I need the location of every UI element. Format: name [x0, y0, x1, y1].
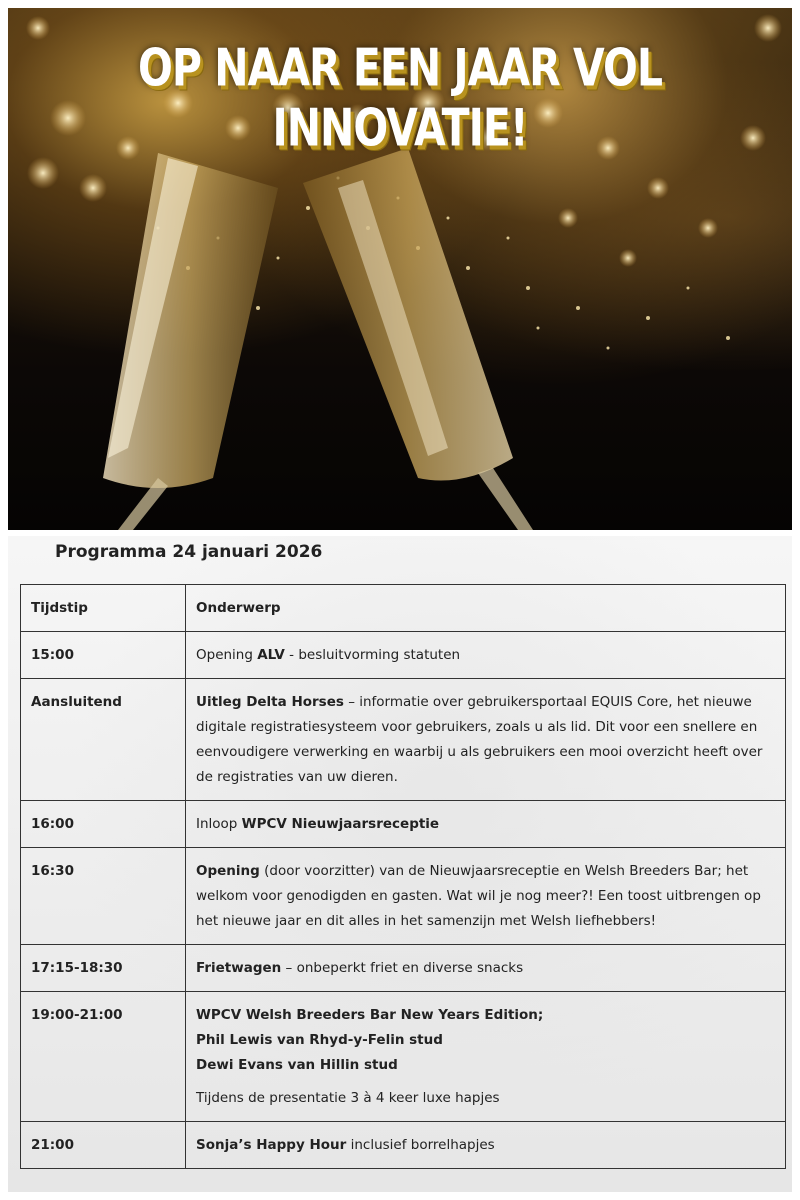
header-subject: Onderwerp [186, 585, 786, 632]
subject-text: - besluitvorming statuten [284, 647, 461, 663]
subject-text: (door voorzitter) van de Nieuwjaarsreceptie en Welsh Breeders Bar; het welkom voor genodigden en gasten. Wat wil je nog meer?! Een toost uitbrengen op het nieuwe jaar en dit alles in het samenzijn met Welsh liefhebbers! [196, 863, 761, 929]
row-time: 17:15-18:30 [21, 945, 186, 992]
subject-bold: Sonja’s Happy Hour [196, 1137, 347, 1153]
row-subject [186, 801, 786, 848]
table-row [21, 632, 786, 679]
row-time: Aansluitend [21, 679, 186, 801]
row-subject [186, 992, 786, 1122]
subject-text: inclusief borrelhapjes [346, 1137, 495, 1153]
program-section [8, 536, 792, 1192]
row-subject [186, 679, 786, 801]
subject-bold: Opening [196, 863, 260, 879]
subject-note: Tijdens de presentatie 3 à 4 keer luxe hapjes [196, 1090, 500, 1106]
schedule-table [20, 584, 786, 1169]
row-subject [186, 1122, 786, 1169]
subject-bold: Frietwagen [196, 960, 282, 976]
subject-text: Inloop [196, 816, 242, 832]
row-time: 16:00 [21, 801, 186, 848]
subject-text: – onbeperkt friet en diverse snacks [281, 960, 524, 976]
subject-text: – informatie over gebruikersportaal EQUIS Core, het nieuwe digitale registratiesysteem voor gebruikers, zoals u als lid. Dit voor een snellere en eenvoudigere verwerking en waarbij u als gebruikers een mooi overzicht heeft over de registraties van uw dieren. [196, 694, 763, 785]
table-header-row [21, 585, 786, 632]
row-time: 19:00-21:00 [21, 992, 186, 1122]
subject-bold: Dewi Evans van Hillin stud [196, 1057, 398, 1073]
subject-bold: WPCV Welsh Breeders Bar New Years Edition; [196, 1007, 544, 1023]
hero-banner [8, 8, 792, 530]
subject-bold: WPCV Nieuwjaarsreceptie [241, 816, 440, 832]
hero-title: OP NAAR EEN JAAR VOL INNOVATIE! [138, 38, 662, 158]
row-subject [186, 848, 786, 945]
subject-bold: ALV [257, 647, 285, 663]
subject-text: Opening [196, 647, 258, 663]
row-subject [186, 632, 786, 679]
subject-bold: Uitleg Delta Horses [196, 694, 344, 710]
left-champagne-glass [103, 153, 278, 530]
table-row [21, 679, 786, 801]
header-time: Tijdstip [21, 585, 186, 632]
subject-bold: Phil Lewis van Rhyd-y-Felin stud [196, 1032, 443, 1048]
table-row [21, 801, 786, 848]
program-title: Programma 24 januari 2026 [55, 542, 323, 562]
table-row [21, 848, 786, 945]
table-row [21, 1122, 786, 1169]
table-row [21, 945, 786, 992]
row-subject [186, 945, 786, 992]
table-row [21, 992, 786, 1122]
right-champagne-glass [303, 148, 533, 530]
row-time: 15:00 [21, 632, 186, 679]
row-time: 21:00 [21, 1122, 186, 1169]
row-time: 16:30 [21, 848, 186, 945]
